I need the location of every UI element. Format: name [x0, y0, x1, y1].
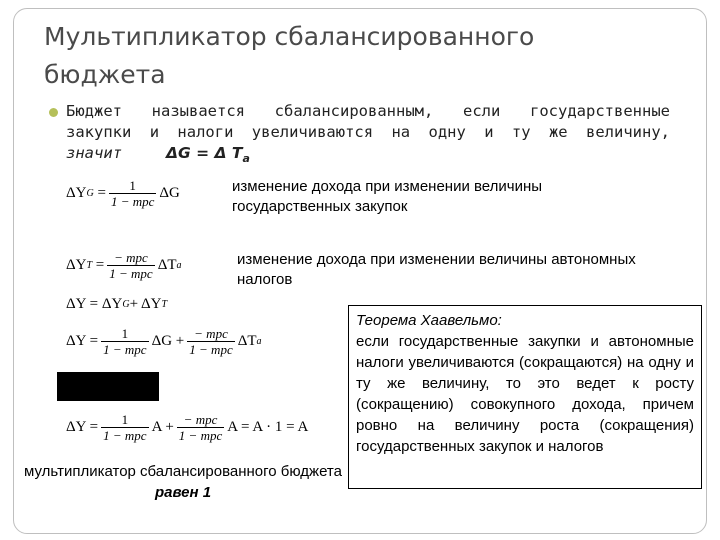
- bullet-dot: [49, 108, 58, 117]
- balanced-budget-condition: ΔG = Δ $T_a$: [166, 144, 250, 166]
- formula-tax-multiplier: ΔY T = $\frac{\text{− mpc}}{\text{1 − mpc}}$ ΔT a: [66, 250, 182, 281]
- redacted-block: [57, 372, 159, 401]
- bullet-line-2: закупки и налоги увеличиваются на одну и ту же величину,: [66, 123, 670, 141]
- formula-govt-spending-multiplier: ΔY G = $\frac{1}{\text{1 − mpc}}$ ΔG: [66, 178, 180, 209]
- slide-title: Мультипликатор сбалансированного бюджета: [44, 22, 535, 89]
- caption-text: мультипликатор сбалансированного бюджета: [24, 463, 342, 480]
- bullet-line-3-prefix: значит: [66, 144, 122, 162]
- formula-combined: ΔY = $\frac{1}{\text{1 − mpc}}$ ΔG + $\frac{\text{− mpc}}{\text{1 − mpc}}$ ΔT a: [66, 326, 262, 357]
- note-taxes: изменение дохода при изменении величины автономных налогов: [237, 251, 636, 288]
- theorem-body: если государственные закупки и автономные налоги увеличиваются (сокращаются) на одну и ту же величину, то это ведет к росту (сокращению) совокупного дохода, причем ровно на величину роста (сокращения) государственных закупок и налогов: [356, 333, 694, 455]
- caption-bold: равен 1: [154, 484, 212, 501]
- caption: [18, 461, 348, 503]
- formula-total-change: ΔY = ΔY G + ΔY T: [66, 296, 168, 312]
- note-govt-spending: изменение дохода при изменении величины государственных закупок: [232, 178, 543, 215]
- formula-result: ΔY = $\frac{1}{\text{1 − mpc}}$ A + $\frac{\text{− mpc}}{\text{1 − mpc}}$ A = A · 1 = A: [66, 412, 309, 443]
- bullet-line-3: [66, 143, 250, 169]
- bullet-line-1: Бюджет называется сбалансированным, если государственные: [66, 102, 670, 120]
- theorem-title: Теорема Хаавельмо:: [356, 312, 502, 329]
